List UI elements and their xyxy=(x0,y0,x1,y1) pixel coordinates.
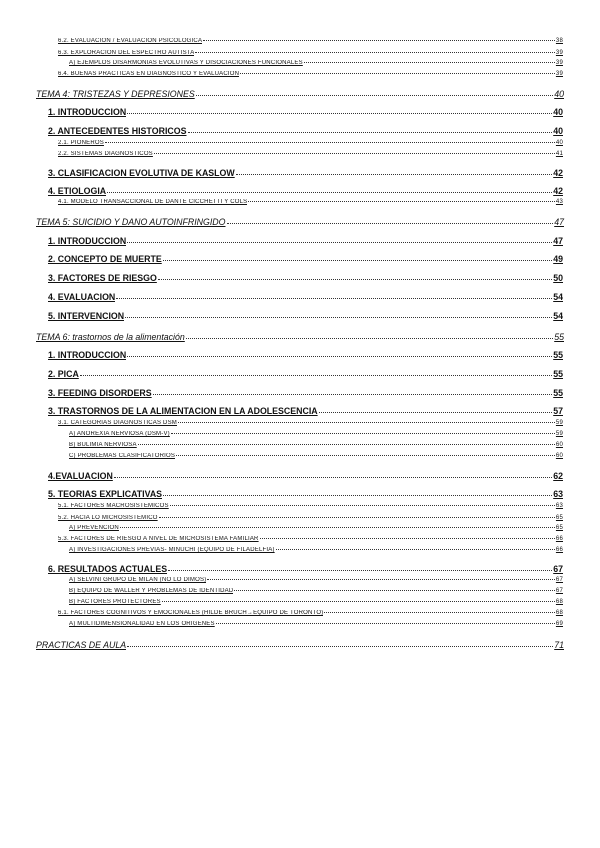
toc-entry[interactable] xyxy=(0,641,600,650)
toc-page-number: 49 xyxy=(553,254,563,264)
toc-entry-title: A) SELVINI GRUPO DE MILÁN (NO LO DIMOS) xyxy=(69,577,207,583)
toc-dot-leader xyxy=(304,62,555,63)
toc-dot-leader xyxy=(319,412,553,413)
toc-dot-leader xyxy=(171,433,555,434)
toc-entry[interactable] xyxy=(0,127,600,136)
toc-dot-leader xyxy=(127,646,553,647)
toc-entry[interactable] xyxy=(0,453,600,459)
toc-page-number: 55 xyxy=(553,388,563,398)
toc-entry[interactable] xyxy=(0,199,600,205)
toc-entry[interactable] xyxy=(0,90,600,99)
toc-page-number: 62 xyxy=(553,471,563,481)
toc-dot-leader xyxy=(114,477,552,478)
toc-page-number: 39 xyxy=(555,71,563,77)
toc-page-number: 41 xyxy=(555,151,563,157)
toc-page-number: 54 xyxy=(553,311,563,321)
toc-page-number: 42 xyxy=(553,186,563,196)
toc-dot-leader xyxy=(127,356,552,357)
toc-page-number: 40 xyxy=(553,126,563,136)
toc-entry[interactable] xyxy=(0,490,600,499)
toc-entry-title: 3. CLASIFICACIÓN EVOLUTIVA DE KASLOW xyxy=(48,169,235,178)
toc-entry[interactable] xyxy=(0,442,600,448)
toc-dot-leader xyxy=(176,455,555,456)
toc-entry-title: 5.3. FACTORES DE RIESGO A NIVEL DE MICROSISTEMA FAMILIAR xyxy=(58,536,259,542)
toc-page-number: 59 xyxy=(555,420,563,426)
toc-page-number: 65 xyxy=(555,515,563,521)
toc-entry-title: 2. PICA xyxy=(48,370,79,379)
toc-entry[interactable] xyxy=(0,351,600,360)
toc-dot-leader xyxy=(127,242,552,243)
toc-dot-leader xyxy=(324,612,555,613)
toc-dot-leader xyxy=(260,538,555,539)
toc-entry-title: TEMA 6: trastornos de la alimentación xyxy=(36,333,185,342)
toc-entry-title: 2. CONCEPTO DE MUERTE xyxy=(48,255,162,264)
toc-entry-title: A) MULTIDIMENSIONALIDAD EN LOS ORÍGENES xyxy=(69,621,215,627)
toc-page-number: 38 xyxy=(555,38,563,44)
toc-entry[interactable] xyxy=(0,255,600,264)
toc-entry-title: 4. ETIOLOGÍA xyxy=(48,187,107,196)
toc-page-number: 42 xyxy=(553,168,563,178)
toc-entry-title: C) PROBLEMAS CLASIFICATORIOS xyxy=(69,453,176,459)
toc-entry[interactable] xyxy=(0,293,600,302)
toc-dot-leader xyxy=(216,623,555,624)
toc-entry-title: 6.2. EVALUACIÓN / EVALUACIÓN PSICOLÓGICA xyxy=(58,38,203,44)
toc-entry[interactable] xyxy=(0,503,600,509)
toc-entry[interactable] xyxy=(0,312,600,321)
toc-page-number: 63 xyxy=(555,503,563,509)
toc-entry-title: 3. FEEDING DISORDERS xyxy=(48,389,152,398)
toc-entry[interactable] xyxy=(0,472,600,481)
toc-entry[interactable] xyxy=(0,588,600,594)
toc-entry-title: 1. INTRODUCCIÓN xyxy=(48,237,127,246)
toc-page-number: 67 xyxy=(555,588,563,594)
toc-dot-leader xyxy=(207,579,555,580)
toc-entry[interactable] xyxy=(0,525,600,531)
toc-dot-leader xyxy=(116,298,552,299)
toc-dot-leader xyxy=(120,527,555,528)
toc-dot-leader xyxy=(163,260,552,261)
toc-entry-title: 4.1. MODELO TRANSACCIONAL DE DANTE CICCHETTI Y COLS xyxy=(58,199,248,205)
toc-dot-leader xyxy=(234,590,555,591)
toc-page-number: 65 xyxy=(555,525,563,531)
toc-entry-title: 5. TEORÍAS EXPLICATIVAS xyxy=(48,490,163,499)
toc-entry[interactable] xyxy=(0,407,600,416)
toc-page-number: 66 xyxy=(555,547,563,553)
toc-entry[interactable] xyxy=(0,38,600,44)
toc-entry[interactable] xyxy=(0,274,600,283)
toc-entry[interactable] xyxy=(0,565,600,574)
toc-dot-leader xyxy=(105,142,555,143)
toc-entry-title: PRÁCTICAS DE AULA xyxy=(36,641,127,650)
toc-dot-leader xyxy=(195,52,554,53)
toc-entry[interactable] xyxy=(0,218,600,227)
toc-entry-title: 6.4. BUENAS PRÁCTICAS EN DIAGNÓSTICO Y EVALUACIÓN xyxy=(58,71,240,77)
toc-page-number: 39 xyxy=(555,60,563,66)
toc-entry-title: 4.EVALUACIÓN xyxy=(48,472,113,481)
toc-page-number: 55 xyxy=(554,332,564,342)
toc-entry-title: 3. TRASTORNOS DE LA ALIMENTACIÓN EN LA ADOLESCENCIA xyxy=(48,407,318,416)
toc-entry[interactable] xyxy=(0,151,600,157)
toc-entry-title: 1. INTRODUCCIÓN xyxy=(48,108,127,117)
toc-dot-leader xyxy=(188,132,553,133)
toc-entry-title: B) EQUIPO DE WALLER Y PROBLEMAS DE IDENTIDAD xyxy=(69,588,234,594)
toc-entry-title: B) BULIMIA NERVIOSA xyxy=(69,442,137,448)
toc-entry-title: A) ANOREXIA NERVIOSA (DSM-V) xyxy=(69,431,170,437)
toc-page-number: 71 xyxy=(554,640,564,650)
toc-entry-title: A) EJEMPLOS DISARMONÍAS EVOLUTIVAS Y DISOCIACIONES FUNCIONALES xyxy=(69,60,303,66)
toc-dot-leader xyxy=(107,192,552,193)
toc-entry-title: TEMA 5: SUICIDIO Y DAÑO AUTOINFRINGIDO xyxy=(36,218,226,227)
toc-entry[interactable] xyxy=(0,108,600,117)
toc-dot-leader xyxy=(186,338,553,339)
toc-page-number: 60 xyxy=(555,442,563,448)
toc-page-number: 66 xyxy=(555,536,563,542)
toc-dot-leader xyxy=(240,73,555,74)
toc-page-number: 68 xyxy=(555,610,563,616)
toc-entry[interactable] xyxy=(0,577,600,583)
toc-dot-leader xyxy=(153,394,553,395)
toc-dot-leader xyxy=(159,517,555,518)
toc-page-number: 67 xyxy=(553,564,563,574)
toc-entry-title: 2. ANTECEDENTES HISTÓRICOS xyxy=(48,127,187,136)
toc-entry[interactable] xyxy=(0,169,600,178)
toc-dot-leader xyxy=(162,601,555,602)
toc-entry[interactable] xyxy=(0,420,600,426)
toc-entry[interactable] xyxy=(0,599,600,605)
toc-entry-title: 3.1. CATEGORÍAS DIAGNÓSTICAS DSM xyxy=(58,420,177,426)
toc-dot-leader xyxy=(248,201,555,202)
toc-page-number: 54 xyxy=(553,292,563,302)
toc-page-number: 67 xyxy=(555,577,563,583)
toc-entry[interactable] xyxy=(0,515,600,521)
toc-page-number: 50 xyxy=(553,273,563,283)
toc-entry-title: A) INVESTIGACIONES PREVIAS- MINUCHI (EQUIPO DE FILADELFIA) xyxy=(69,547,275,553)
toc-entry-title: 4. EVALUACIÓN xyxy=(48,293,116,302)
toc-dot-leader xyxy=(138,444,555,445)
toc-entry-title: 5.1. FACTORES MACROSISTÉMICOS xyxy=(58,503,169,509)
toc-entry-title: 1. INTRODUCCIÓN xyxy=(48,351,127,360)
toc-dot-leader xyxy=(125,317,552,318)
toc-page-number: 43 xyxy=(555,199,563,205)
toc-entry[interactable] xyxy=(0,621,600,627)
toc-page-number: 40 xyxy=(554,89,564,99)
toc-entry-title: TEMA 4: TRISTEZAS Y DEPRESIONES xyxy=(36,90,195,99)
toc-dot-leader xyxy=(158,279,552,280)
toc-entry-title: 5.2. HACIA LO MICROSISTÉMICO xyxy=(58,515,158,521)
toc-page-number: 47 xyxy=(553,236,563,246)
toc-entry[interactable] xyxy=(0,60,600,66)
toc-entry[interactable] xyxy=(0,333,600,342)
toc-dot-leader xyxy=(168,570,552,571)
toc-page-number: 59 xyxy=(555,431,563,437)
toc-page-number: 40 xyxy=(555,140,563,146)
toc-page-number: 68 xyxy=(555,599,563,605)
toc-dot-leader xyxy=(170,505,555,506)
toc-entry[interactable] xyxy=(0,187,600,196)
toc-page-number: 55 xyxy=(553,369,563,379)
toc-entry-title: A) PREVENCIÓN xyxy=(69,525,119,531)
toc-page-number: 40 xyxy=(553,107,563,117)
toc-entry-title: 3. FACTORES DE RIESGO xyxy=(48,274,157,283)
toc-dot-leader xyxy=(163,495,552,496)
toc-entry-title: 2.2. SISTEMAS DIAGNÓSTICOS xyxy=(58,151,153,157)
toc-entry[interactable] xyxy=(0,140,600,146)
toc-entry[interactable] xyxy=(0,71,600,77)
toc-page-number: 47 xyxy=(554,217,564,227)
toc-entry[interactable] xyxy=(0,237,600,246)
toc-page-number: 69 xyxy=(555,621,563,627)
toc-entry[interactable] xyxy=(0,536,600,542)
toc-page-number: 57 xyxy=(553,406,563,416)
toc-dot-leader xyxy=(196,95,553,96)
toc-entry[interactable] xyxy=(0,50,600,56)
toc-dot-leader xyxy=(127,113,552,114)
toc-dot-leader xyxy=(178,422,555,423)
toc-entry-title: 6. RESULTADOS ACTUALES xyxy=(48,565,168,574)
toc-dot-leader xyxy=(227,223,554,224)
toc-entry-title: 5. INTERVENCIÓN xyxy=(48,312,125,321)
toc-entry[interactable] xyxy=(0,610,600,616)
toc-entry[interactable] xyxy=(0,547,600,553)
toc-page-number: 63 xyxy=(553,489,563,499)
toc-page-number: 39 xyxy=(555,50,563,56)
toc-dot-leader xyxy=(80,375,552,376)
toc-page-number: 55 xyxy=(553,350,563,360)
toc-page-number: 60 xyxy=(555,453,563,459)
toc-dot-leader xyxy=(276,549,555,550)
toc-dot-leader xyxy=(203,40,555,41)
toc-entry[interactable] xyxy=(0,431,600,437)
toc-dot-leader xyxy=(154,153,555,154)
toc-entry[interactable] xyxy=(0,370,600,379)
toc-entry-title: 6.3. EXPLORACIÓN DEL ESPECTRO AUTISTA xyxy=(58,50,195,56)
toc-entry-title: B) FACTORES PROTECTORES xyxy=(69,599,161,605)
toc-entry-title: 2.1. PIONEROS xyxy=(58,140,104,146)
toc-entry[interactable] xyxy=(0,389,600,398)
toc-dot-leader xyxy=(236,174,553,175)
toc-entry-title: 6.1. FACTORES COGNITIVOS Y EMOCIONALES (HILDE BRUCH→EQUIPO DE TORONTO) xyxy=(58,610,324,616)
